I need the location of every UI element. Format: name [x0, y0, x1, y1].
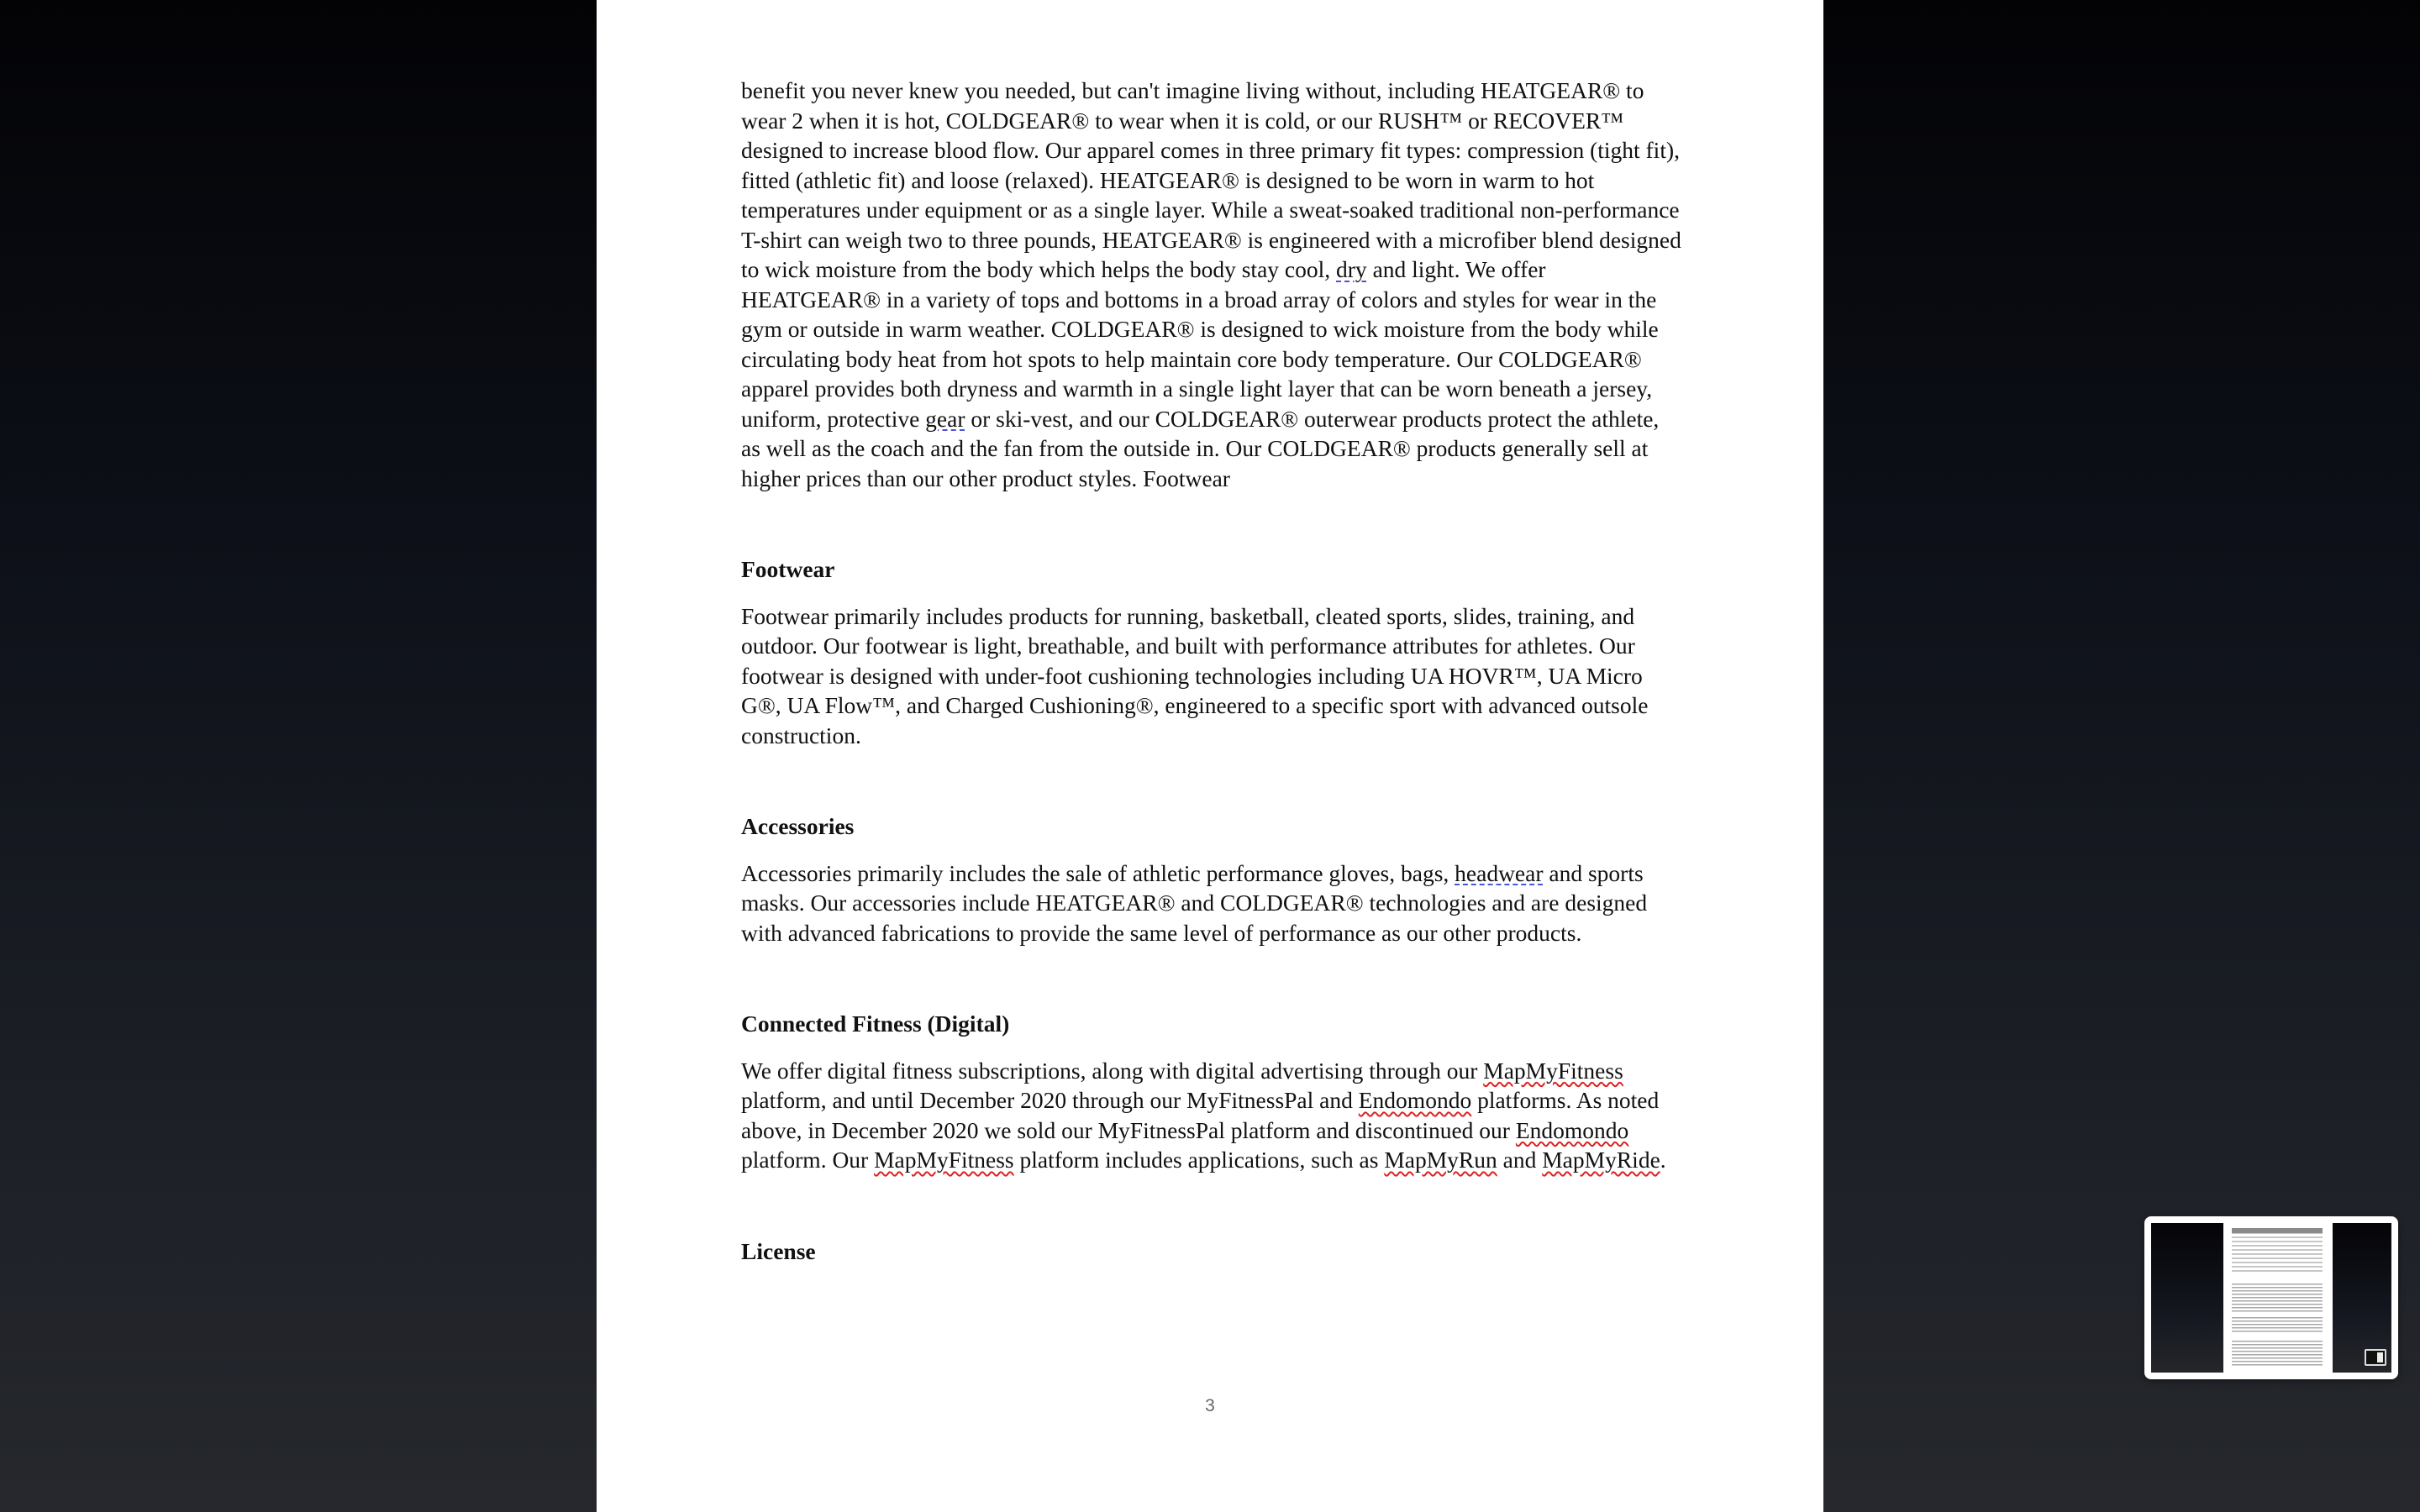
- connected-fitness-heading: Connected Fitness (Digital): [741, 1011, 1010, 1037]
- accessories-heading: Accessories: [741, 813, 855, 839]
- grammar-flag-gear[interactable]: gear: [925, 405, 965, 432]
- spelling-flag-endomondo[interactable]: Endomondo: [1515, 1116, 1629, 1143]
- license-heading: License: [741, 1237, 816, 1264]
- accessories-paragraph: Accessories primarily includes the sale of athletic performance gloves, bags, headwear and sports masks. Our accessories include HEATGEAR® and COLDGEAR® technologies and are designed with advanced fabrications to provide the same level of performance as our other products.: [741, 859, 1648, 946]
- screenshot-thumbnail-preview[interactable]: [2144, 1216, 2398, 1379]
- spelling-flag-mapmyride[interactable]: MapMyRide: [1542, 1147, 1660, 1173]
- thumbnail-text-block: [2232, 1284, 2323, 1312]
- spelling-flag-mapmyfitness[interactable]: MapMyFitness: [874, 1147, 1014, 1173]
- connected-fitness-paragraph: We offer digital fitness subscriptions, along with digital advertising through our MapMyFitness platform, and until December 2020 through our MyFitnessPal and Endomondo platforms. As noted above, in December 2020 we sold our MyFitnessPal platform and discontinued our Endomondo platform. Our MapMyFitness platform includes applications, such as MapMyRun and MapMyRide.: [741, 1057, 1666, 1173]
- thumbnail-text-block: [2232, 1317, 2323, 1334]
- footwear-heading: Footwear: [741, 556, 835, 582]
- thumbnail-text-block: [2232, 1341, 2323, 1366]
- document-content: [741, 76, 1682, 1266]
- apparel-paragraph: benefit you never knew you needed, but can't imagine living without, including HEATGEAR® to wear 2 when it is hot, COLDGEAR® to wear when it is cold, or our RUSH™ or RECOVER™ designed to increase blood flow. Our apparel comes in three primary fit types: compression (tight fit), fitted (athletic fit) and loose (relaxed). HEATGEAR® is designed to be worn in warm to hot temperatures under equipment or as a single layer. While a sweat-soaked traditional non-performance T-shirt can weigh two to three pounds, HEATGEAR® is engineered with a microfiber blend designed to wick moisture from the body which helps the body stay cool, dry and light. We offer HEATGEAR® in a variety of tops and bottoms in a broad array of colors and styles for wear in the gym or outside in warm weather. COLDGEAR® is designed to wick moisture from the body while circulating body heat from hot spots to help maintain core body temperature. Our COLDGEAR® apparel provides both dryness and warmth in a single light layer that can be worn beneath a jersey, uniform, protective gear or ski-vest, and our COLDGEAR® outerwear products protect the athlete, as well as the coach and the fan from the outside in. Our COLDGEAR® products generally sell at higher prices than our other product styles. Footwear: [741, 77, 1681, 491]
- thumbnail-page: [2223, 1223, 2333, 1373]
- thumbnail-screen: [2151, 1223, 2391, 1373]
- sidebar-toggle-icon[interactable]: [2365, 1349, 2386, 1366]
- thumbnail-table: [2232, 1228, 2323, 1272]
- footwear-paragraph: Footwear primarily includes products for running, basketball, cleated sports, slides, training, and outdoor. Our footwear is light, breathable, and built with performance attributes for athletes. Our footwear is designed with under-foot cushioning technologies including UA HOVR™, UA Micro G®, UA Flow™, and Charged Cushioning®, engineered to a specific sport with advanced outsole construction.: [741, 602, 1649, 748]
- grammar-flag-headwear[interactable]: headwear: [1455, 859, 1544, 886]
- page-number: 3: [1205, 1396, 1215, 1415]
- spelling-flag-endomondo[interactable]: Endomondo: [1358, 1087, 1472, 1113]
- grammar-flag-dry[interactable]: dry: [1336, 256, 1367, 282]
- document-page: [597, 0, 1823, 1512]
- spelling-flag-mapmyrun[interactable]: MapMyRun: [1384, 1147, 1497, 1173]
- spelling-flag-mapmyfitness[interactable]: MapMyFitness: [1483, 1057, 1623, 1084]
